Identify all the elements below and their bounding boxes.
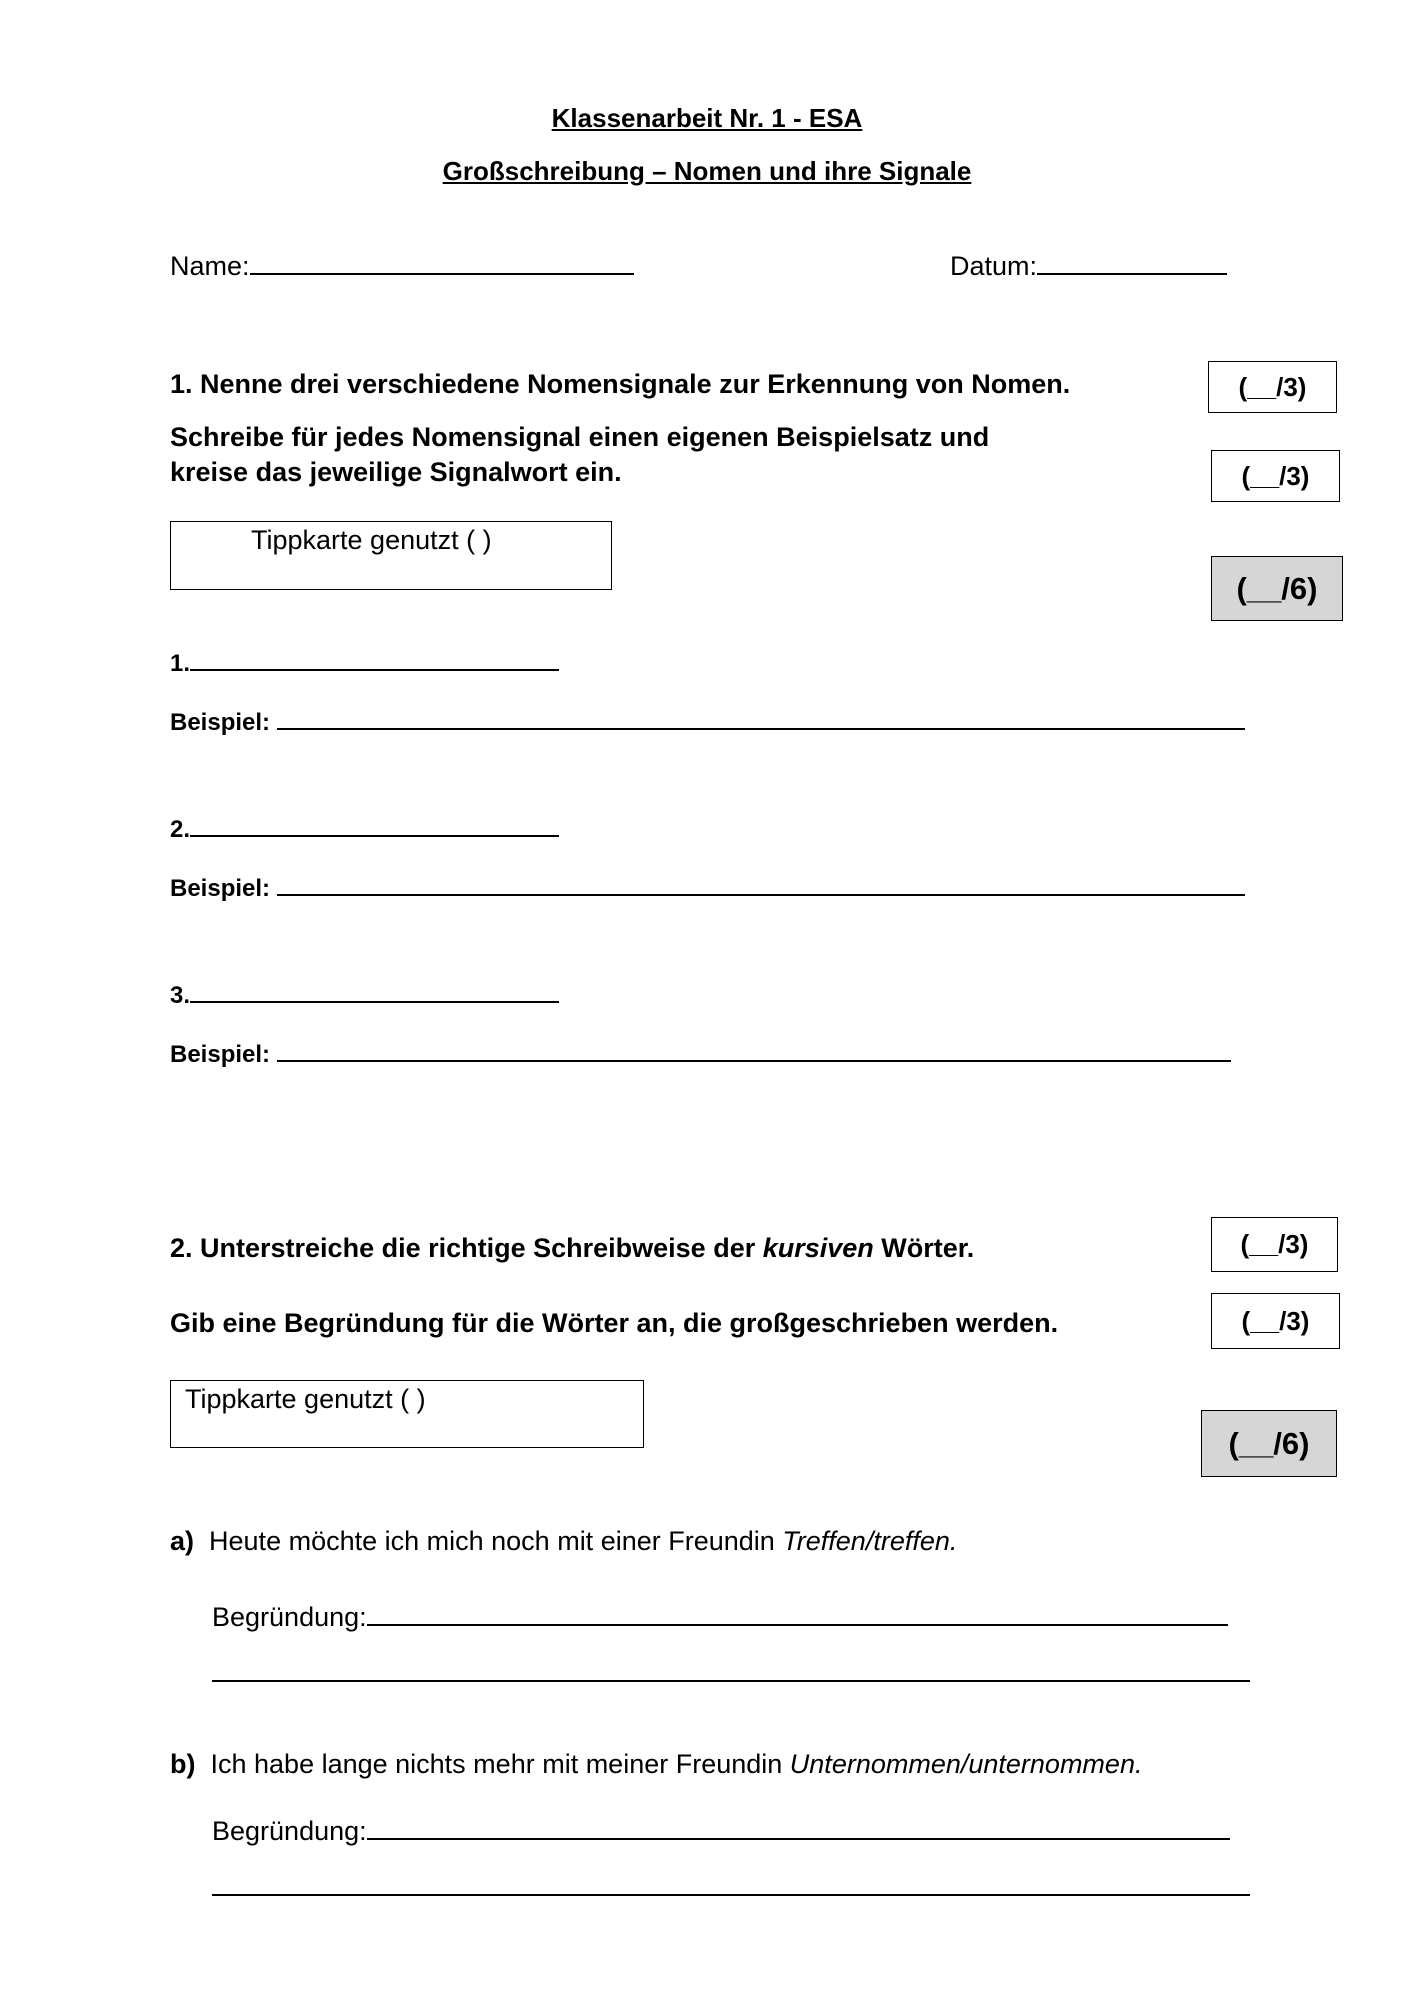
task1-instruction-line2: kreise das jeweilige Signalwort ein. [170, 457, 622, 487]
item-sentence: Heute möchte ich mich noch mit einer Freundin [209, 1526, 783, 1556]
name-field-row [170, 249, 634, 282]
reason-extra-line[interactable] [212, 1894, 1250, 1896]
example-label: Beispiel: [170, 709, 271, 736]
example-label: Beispiel: [170, 875, 271, 902]
item-choice[interactable]: Treffen/treffen. [782, 1526, 958, 1556]
task2-item-a [170, 1526, 957, 1557]
reason-extra-line[interactable] [212, 1680, 1250, 1682]
date-label: Datum: [950, 251, 1038, 281]
example-answer-line[interactable] [277, 704, 1245, 730]
task1-item-1 [170, 645, 559, 678]
page-subtitle: Großschreibung – Nomen und ihre Signale [442, 156, 972, 186]
reason-label: Begründung: [212, 1816, 367, 1846]
task2-reason-b [212, 1814, 1230, 1847]
reason-answer-line[interactable] [367, 1600, 1228, 1626]
task2-total-score-box: (__/6) [1201, 1410, 1337, 1477]
task1-total-score-box: (__/6) [1211, 556, 1343, 621]
date-field[interactable] [1037, 249, 1227, 275]
task1-tippkarte-box[interactable] [170, 521, 612, 590]
task1-item-number: 3. [170, 982, 191, 1009]
reason-answer-line[interactable] [367, 1814, 1230, 1840]
task1-item-3 [170, 977, 559, 1010]
task2-heading [170, 1233, 974, 1264]
date-field-row [950, 249, 1227, 282]
item-letter: a) [170, 1526, 195, 1556]
task1-score-box-1: (__/3) [1208, 361, 1337, 413]
task2-tippkarte-box[interactable] [170, 1380, 644, 1448]
task2-instruction: Gib eine Begründung für die Wörter an, die großgeschrieben werden. [170, 1308, 1059, 1338]
task1-answer-line[interactable] [190, 811, 559, 837]
task1-example-1 [170, 704, 1245, 737]
task1-item-2 [170, 811, 559, 844]
task1-answer-line[interactable] [190, 645, 559, 671]
example-answer-line[interactable] [277, 870, 1245, 896]
name-label: Name: [170, 251, 250, 281]
example-label: Beispiel: [170, 1041, 271, 1068]
task2-heading-suffix: Wörter. [873, 1233, 975, 1263]
task1-item-number: 1. [170, 650, 191, 677]
item-choice[interactable]: Unternommen/unternommen. [789, 1749, 1143, 1779]
task2-reason-a [212, 1600, 1228, 1633]
task1-item-number: 2. [170, 816, 191, 843]
name-field[interactable] [250, 249, 634, 275]
task2-item-b [170, 1749, 1142, 1780]
task1-instruction-line1: Schreibe für jedes Nomensignal einen eigenen Beispielsatz und [170, 422, 990, 452]
task1-answer-line[interactable] [190, 977, 559, 1003]
task1-tippkarte-label: Tippkarte genutzt ( ) [251, 525, 492, 555]
page-title: Klassenarbeit Nr. 1 - ESA [551, 103, 863, 133]
task1-score-box-2: (__/3) [1211, 450, 1340, 502]
item-letter: b) [170, 1749, 196, 1779]
task2-score-box-1: (__/3) [1211, 1217, 1338, 1272]
task1-example-3 [170, 1036, 1231, 1069]
task1-heading: 1. Nenne drei verschiedene Nomensignale zur Erkennung von Nomen. [170, 369, 1071, 399]
task1-example-2 [170, 870, 1245, 903]
item-sentence: Ich habe lange nichts mehr mit meiner Freundin [210, 1749, 790, 1779]
task2-heading-italic: kursiven [762, 1233, 874, 1263]
task2-score-box-2: (__/3) [1211, 1293, 1340, 1349]
task2-heading-prefix: 2. Unterstreiche die richtige Schreibweise der [170, 1233, 763, 1263]
reason-label: Begründung: [212, 1602, 367, 1632]
task2-tippkarte-label: Tippkarte genutzt ( ) [185, 1384, 426, 1414]
example-answer-line[interactable] [277, 1036, 1231, 1062]
